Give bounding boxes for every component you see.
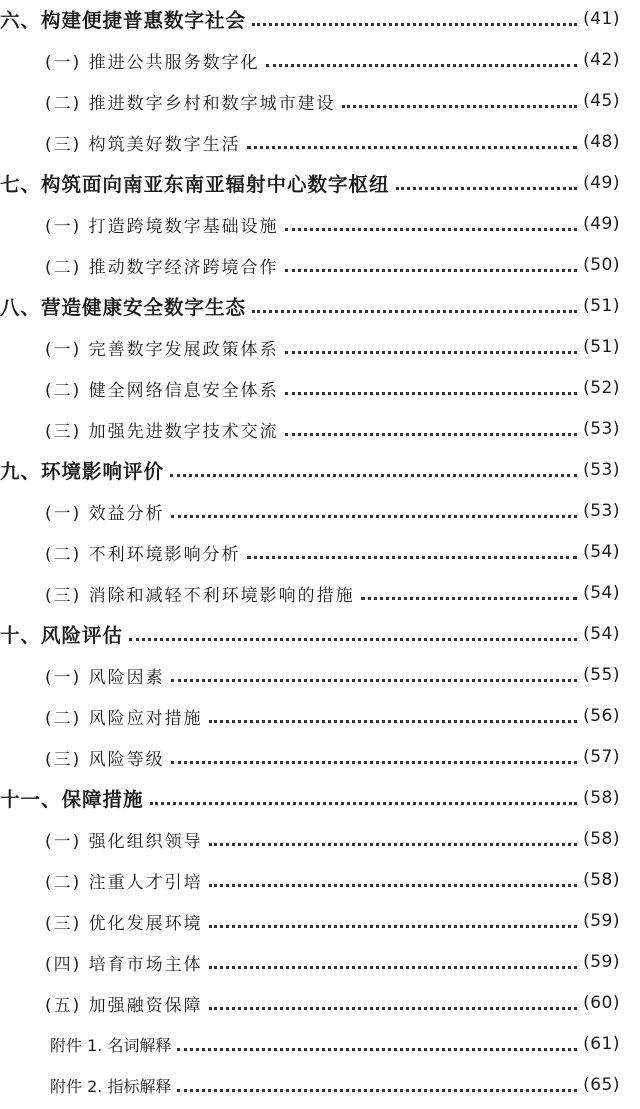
dot-leader [247,143,577,149]
toc-entry-title: (三) 优化发展环境 [45,913,203,934]
toc-entry-page: (55) [583,665,620,685]
toc-entry-title: 附件 2. 指标解释 [50,1076,172,1096]
dot-leader [285,430,577,436]
toc-entry[interactable] [0,578,640,608]
toc-entry[interactable] [0,783,640,813]
toc-entry-page: (53) [583,419,620,439]
dot-leader [285,389,577,395]
toc-entry[interactable] [0,209,640,239]
dot-leader [266,61,577,67]
toc-entry-page: (45) [583,91,620,111]
dot-leader [342,102,577,108]
toc-entry-title: (二) 推动数字经济跨境合作 [45,257,279,278]
toc-entry-page: (58) [583,788,620,808]
toc-entry-title: (三) 构筑美好数字生活 [45,134,241,155]
dot-leader [129,635,577,641]
toc-entry[interactable] [0,86,640,116]
toc-entry-page: (60) [583,993,620,1013]
toc-entry[interactable] [0,168,640,198]
toc-entry-title: (五) 加强融资保障 [45,995,203,1016]
toc-entry-title: 六、构建便捷普惠数字社会 [0,9,247,32]
dot-leader [247,553,577,559]
toc-entry-title: (一) 风险因素 [45,667,165,688]
toc-entry-page: (52) [583,378,620,398]
toc-entry-page: (49) [583,173,620,193]
toc-entry[interactable] [0,947,640,977]
toc-entry-title: (二) 健全网络信息安全体系 [45,380,279,401]
dot-leader [209,963,577,969]
toc-entry-page: (53) [583,460,620,480]
dot-leader [209,922,577,928]
dot-leader [170,471,577,477]
toc-entry-page: (51) [583,337,620,357]
toc-entry-page: (42) [583,50,620,70]
toc-entry[interactable] [0,373,640,403]
dot-leader [171,512,577,518]
dot-leader [209,881,577,887]
toc-entry[interactable] [0,1070,640,1100]
toc-entry-title: (一) 强化组织领导 [45,831,203,852]
toc-entry-title: 七、构筑面向南亚东南亚辐射中心数字枢纽 [0,173,390,196]
toc-entry-page: (54) [583,624,620,644]
dot-leader [252,307,577,313]
toc-entry[interactable] [0,906,640,936]
dot-leader [285,266,577,272]
toc-entry[interactable] [0,496,640,526]
dot-leader [361,594,577,600]
toc-entry-title: (二) 风险应对措施 [45,708,203,729]
dot-leader [396,184,578,190]
dot-leader [209,717,577,723]
toc-entry-page: (53) [583,501,620,521]
dot-leader [252,20,577,26]
dot-leader [150,799,578,805]
toc-entry[interactable] [0,250,640,280]
toc-entry-page: (56) [583,706,620,726]
toc-entry[interactable] [0,4,640,34]
toc-entry[interactable] [0,865,640,895]
toc-entry-title: (一) 效益分析 [45,503,165,524]
dot-leader [209,840,577,846]
dot-leader [171,758,577,764]
toc-entry-page: (48) [583,132,620,152]
toc-entry-page: (54) [583,542,620,562]
dot-leader [177,1086,577,1092]
toc-entry-title: 八、营造健康安全数字生态 [0,296,247,319]
toc-entry-title: (三) 风险等级 [45,749,165,770]
toc-entry-page: (59) [583,952,620,972]
dot-leader [285,225,577,231]
toc-entry[interactable] [0,537,640,567]
toc-entry-title: (一) 打造跨境数字基础设施 [45,216,279,237]
toc-entry[interactable] [0,619,640,649]
toc-entry-page: (61) [583,1034,620,1054]
toc-entry[interactable] [0,742,640,772]
toc-entry-title: 十、风险评估 [0,624,124,647]
toc-entry-title: (三) 消除和减轻不利环境影响的措施 [45,585,355,606]
toc-entry[interactable] [0,1029,640,1059]
toc-entry-title: 九、环境影响评价 [0,460,165,483]
toc-entry-title: (二) 不利环境影响分析 [45,544,241,565]
toc-entry-title: 十一、保障措施 [0,788,144,811]
toc-entry-page: (57) [583,747,620,767]
toc-entry-page: (58) [583,829,620,849]
toc-entry[interactable] [0,332,640,362]
dot-leader [177,1045,577,1051]
toc-entry-page: (51) [583,296,620,316]
toc-entry[interactable] [0,45,640,75]
toc-entry-title: 附件 1. 名词解释 [50,1035,172,1055]
toc-entry-page: (65) [583,1075,620,1095]
toc-entry[interactable] [0,127,640,157]
toc-entry[interactable] [0,455,640,485]
toc-entry[interactable] [0,414,640,444]
toc-entry-title: (二) 推进数字乡村和数字城市建设 [45,93,336,114]
toc-entry-page: (58) [583,870,620,890]
toc-entry-title: (一) 推进公共服务数字化 [45,52,260,73]
toc-entry-title: (四) 培育市场主体 [45,954,203,975]
toc-entry-title: (一) 完善数字发展政策体系 [45,339,279,360]
toc-entry[interactable] [0,988,640,1018]
toc-entry-title: (三) 加强先进数字技术交流 [45,421,279,442]
toc-entry[interactable] [0,291,640,321]
dot-leader [285,348,577,354]
dot-leader [171,676,577,682]
toc-entry-page: (59) [583,911,620,931]
toc-entry-title: (二) 注重人才引培 [45,872,203,893]
toc-entry[interactable] [0,701,640,731]
toc-entry-page: (49) [583,214,620,234]
toc-entry-page: (50) [583,255,620,275]
toc-entry-page: (41) [583,9,620,29]
toc-entry[interactable] [0,660,640,690]
dot-leader [209,1004,577,1010]
toc-entry[interactable] [0,824,640,854]
toc-entry-page: (54) [583,583,620,603]
